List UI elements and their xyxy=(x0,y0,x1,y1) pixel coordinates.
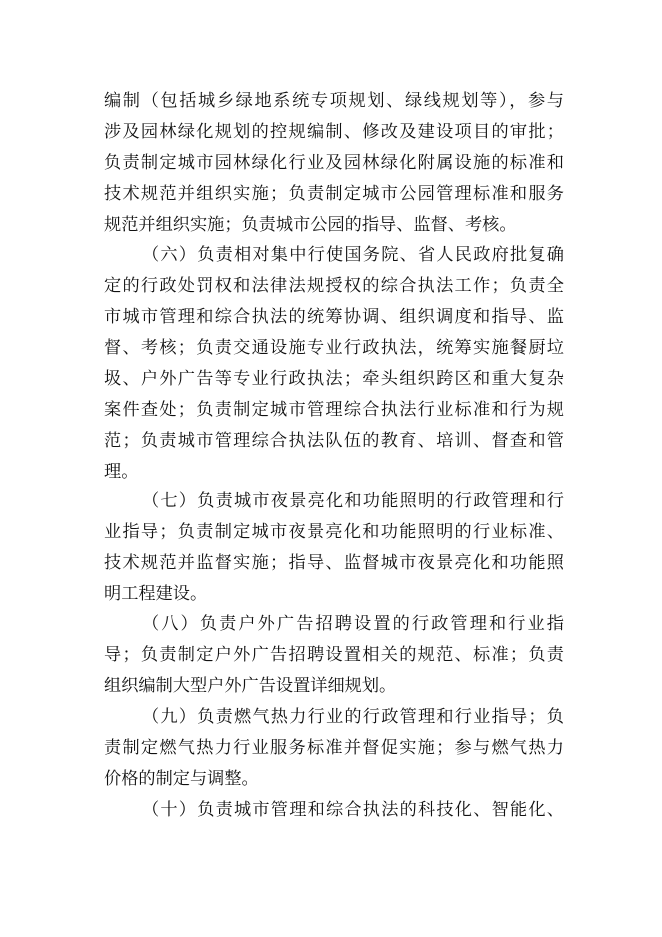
paragraph-continuation xyxy=(104,86,564,241)
text-line: 督、考核；负责交通设施专业行政执法，统筹实施餐厨垃 xyxy=(104,338,564,358)
text-line: （九）负责燃气热力行业的行政管理和行业指导；负 xyxy=(142,707,564,727)
text-line: 范；负责城市管理综合执法队伍的教育、培训、督查和管 xyxy=(104,431,564,451)
text-line: 组织编制大型户外广告设置详细规划。 xyxy=(104,676,397,696)
text-line: （七）负责城市夜景亮化和功能照明的行政管理和行 xyxy=(142,491,564,511)
text-line: 理。 xyxy=(104,462,139,482)
text-line: 价格的制定与调整。 xyxy=(104,769,259,789)
text-line: （八）负责户外广告招聘设置的行政管理和行业指 xyxy=(142,614,564,634)
paragraph-item-9 xyxy=(104,702,564,795)
text-line: 圾、户外广告等专业行政执法；牵头组织跨区和重大复杂 xyxy=(104,369,564,389)
text-line: 导；负责制定户外广告招聘设置相关的规范、标准；负责 xyxy=(104,645,564,665)
text-line: 负责制定城市园林绿化行业及园林绿化附属设施的标准和 xyxy=(104,153,564,173)
text-line: 业指导；负责制定城市夜景亮化和功能照明的行业标准、 xyxy=(104,522,564,542)
text-line: 责制定燃气热力行业服务标准并督促实施；参与燃气热力 xyxy=(104,738,564,758)
text-line: 涉及园林绿化规划的控规编制、修改及建设项目的审批； xyxy=(104,122,564,142)
text-line: （六）负责相对集中行使国务院、省人民政府批复确 xyxy=(142,245,564,265)
paragraph-item-8 xyxy=(104,609,564,702)
text-line: 编制（包括城乡绿地系统专项规划、绿线规划等），参与 xyxy=(104,91,564,111)
text-line: 技术规范并监督实施；指导、监督城市夜景亮化和功能照 xyxy=(104,553,564,573)
text-line: 市城市管理和综合执法的统筹协调、组织调度和指导、监 xyxy=(104,307,564,327)
paragraph-item-10 xyxy=(104,795,564,826)
text-line: 规范并组织实施；负责城市公园的指导、监督、考核。 xyxy=(104,215,517,235)
text-line: （十）负责城市管理和综合执法的科技化、智能化、 xyxy=(142,800,564,820)
text-line: 技术规范并组织实施；负责制定城市公园管理标准和服务 xyxy=(104,184,564,204)
paragraph-item-7 xyxy=(104,486,564,610)
text-line: 定的行政处罚权和法律法规授权的综合执法工作；负责全 xyxy=(104,276,564,296)
text-line: 案件查处；负责制定城市管理综合执法行业标准和行为规 xyxy=(104,400,564,420)
text-line: 明工程建设。 xyxy=(104,584,208,604)
paragraph-item-6 xyxy=(104,240,564,488)
